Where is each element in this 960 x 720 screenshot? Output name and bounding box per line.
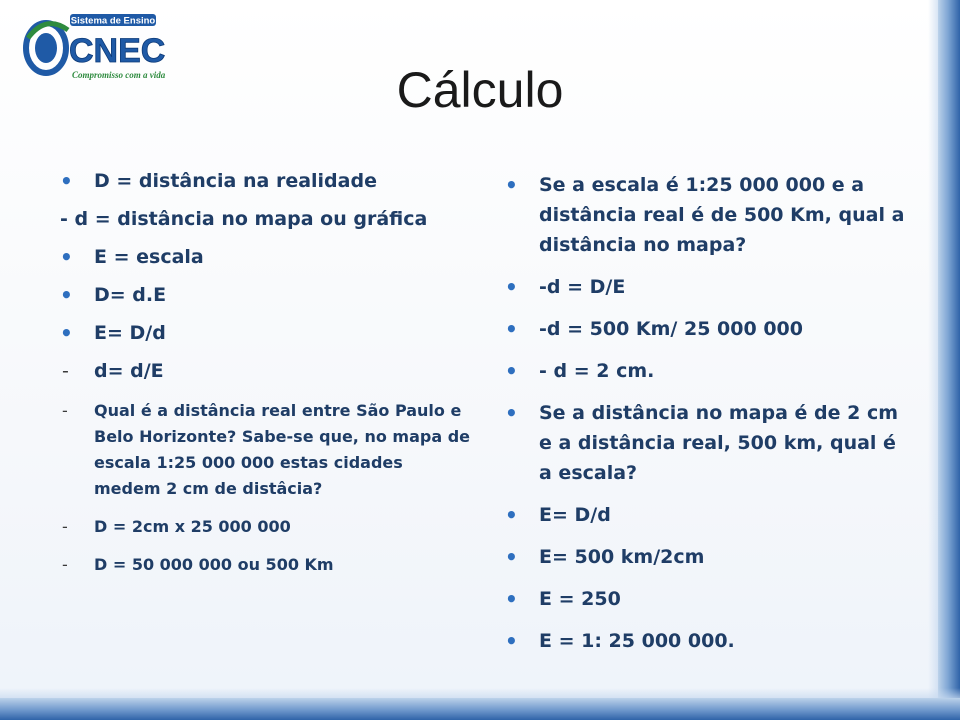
list-item-text: E= D/d	[539, 504, 611, 526]
list-item	[60, 514, 472, 540]
bullet-icon: •	[60, 321, 73, 345]
bullet-icon: •	[60, 169, 73, 193]
list-item	[60, 398, 472, 502]
list-item-text: - d = distância no mapa ou gráfica	[60, 208, 428, 230]
list-item	[60, 170, 472, 193]
bullet-icon: •	[505, 587, 518, 611]
list-item-text: Se a distância no mapa é de 2 cm e a distância real, 500 km, qual é a escala?	[539, 402, 899, 484]
logo-top-text: Sistema de Ensino	[70, 15, 156, 27]
bullet-icon: •	[505, 359, 518, 383]
list-item-text: D= d.E	[94, 284, 167, 306]
list-item	[60, 284, 472, 307]
list-item	[505, 626, 910, 656]
list-item	[505, 584, 910, 614]
list-item-text: E= D/d	[94, 322, 166, 344]
list-item	[60, 552, 472, 578]
list-item-text: E = 250	[539, 588, 621, 610]
list-item	[505, 542, 910, 572]
bullet-icon: •	[505, 275, 518, 299]
list-item	[505, 500, 910, 530]
list-item	[505, 398, 910, 488]
dash-icon: -	[62, 555, 68, 574]
list-item	[60, 360, 472, 383]
right-column	[505, 170, 910, 668]
list-item-text: d= d/E	[94, 360, 164, 382]
list-item	[60, 246, 472, 269]
list-item	[505, 272, 910, 302]
slide-title: Cálculo	[396, 62, 564, 118]
bullet-icon: •	[505, 401, 518, 425]
list-item-text: D = distância na realidade	[94, 170, 377, 192]
bullet-icon: •	[60, 245, 73, 269]
list-item-text: -d = 500 Km/ 25 000 000	[539, 318, 803, 340]
list-item-text: E = 1: 25 000 000.	[539, 630, 735, 652]
list-item	[60, 322, 472, 345]
bullet-icon: •	[60, 283, 73, 307]
list-item	[60, 208, 472, 231]
list-item-text: D = 50 000 000 ou 500 Km	[94, 555, 334, 574]
bullet-icon: •	[505, 545, 518, 569]
list-item-text: Se a escala é 1:25 000 000 e a distância real é de 500 Km, qual a distância no mapa?	[539, 174, 905, 256]
list-item-text: E= 500 km/2cm	[539, 546, 705, 568]
logo-tagline: Compromisso com a vida	[72, 70, 166, 80]
dash-icon: -	[62, 517, 68, 536]
bullet-icon: •	[505, 503, 518, 527]
list-item	[505, 170, 910, 260]
list-item-text: E = escala	[94, 246, 204, 268]
list-item-text: Qual é a distância real entre São Paulo e Belo Horizonte? Sabe-se que, no mapa de escala 1:25 000 000 estas cidades medem 2 cm de distâcia?	[94, 401, 470, 498]
list-item-text: D = 2cm x 25 000 000	[94, 517, 291, 536]
list-item-text: -d = D/E	[539, 276, 626, 298]
list-item	[505, 314, 910, 344]
bullet-icon: •	[505, 629, 518, 653]
list-item	[505, 356, 910, 386]
bullet-icon: •	[505, 317, 518, 341]
left-column	[60, 170, 472, 590]
dash-icon: -	[62, 360, 69, 382]
dash-icon: -	[62, 401, 68, 420]
bullet-icon: •	[505, 173, 518, 197]
list-item-text: - d = 2 cm.	[539, 360, 655, 382]
slide-frame-bottom	[0, 698, 960, 720]
logo-brand: CNEC	[69, 32, 166, 70]
